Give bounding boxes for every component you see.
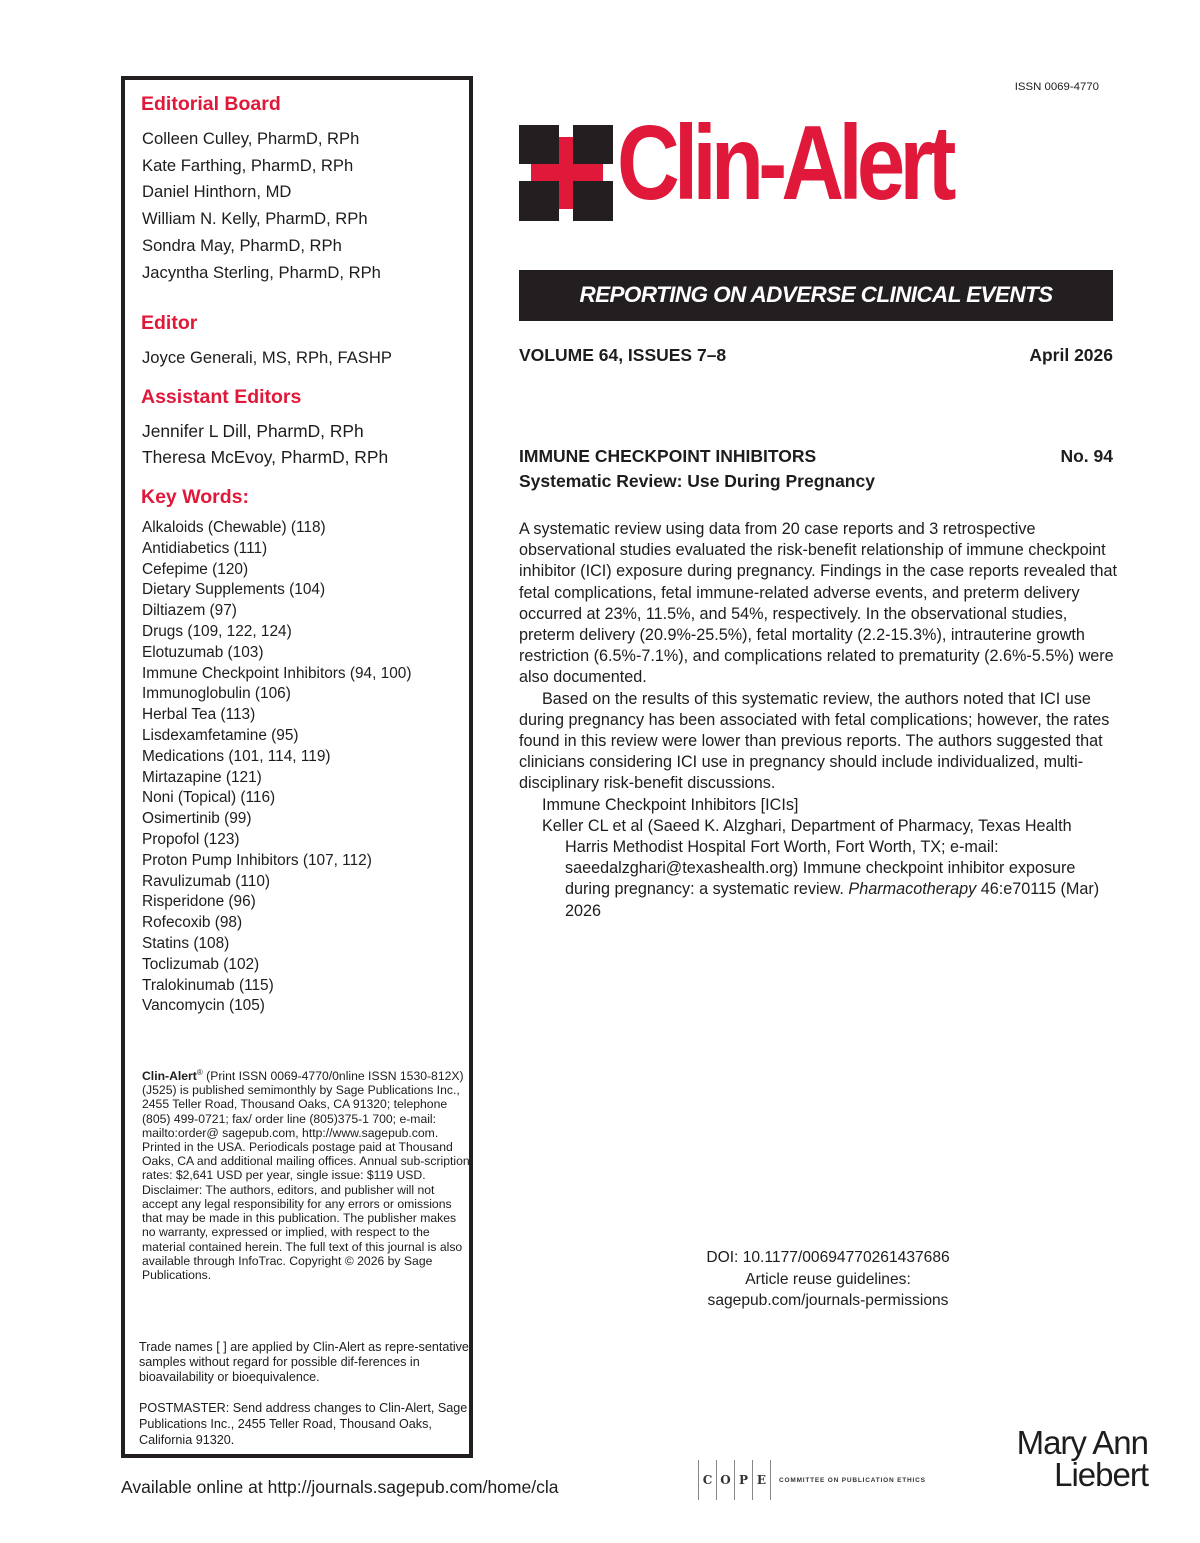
editor-name: Joyce Generali, MS, RPh, FASHP [142,348,392,367]
key-word-item: Alkaloids (Chewable) (118) [142,519,326,536]
key-word-item: Tralokinumab (115) [142,976,274,994]
key-word-item: Medications (101, 114, 119) [142,747,331,765]
publisher-notice [142,1066,472,1282]
article-body [519,519,1119,922]
cope-text: COMMITTEE ON PUBLICATION ETHICS [779,1476,926,1484]
available-online-text: Available online at http://journals.sagepub.com/home/cla [121,1477,559,1497]
citation-journal: Pharmacotherapy [848,880,977,899]
assistant-editors-heading: Assistant Editors [141,386,302,408]
key-word-item: Dietary Supplements (104) [142,581,326,599]
cope-letter: P [734,1460,752,1500]
key-word-item: Propofol (123) [142,830,240,848]
reuse-label: Article reuse guidelines: [745,1270,911,1288]
key-word-item: Statins (108) [142,934,230,952]
key-word-item: Ravulizumab (110) [142,872,271,890]
key-word-item: Rofecoxib (98) [142,914,243,932]
issue-date: April 2026 [1029,345,1113,365]
postmaster-notice: POSTMASTER: Send address changes to Clin-Alert, Sage Publications Inc., 2455 Teller Road, Thousand Oaks, California 91320. [139,1401,468,1448]
article-paragraph: A systematic review using data from 20 case reports and 3 retrospective observational studies evaluated the risk-benefit relationship of immune checkpoint inhibitor (ICI) exposure during pregnancy. Findings in the case reports revealed that fetal complications, fetal immune-related adverse events, and preterm delivery occurred at 23%, 11.5%, and 54%, respectively. In the observational studies, preterm delivery (20.9%-25.5%), fetal mortality (2.2-15.3%), intrauterine growth restriction (6.5%-7.1%), and complications related to prematurity (2.6%-5.5%) were also documented. [519,520,1118,687]
editorial-board-member: Daniel Hinthorn, MD [142,182,292,201]
editorial-board-member: Colleen Culley, PharmD, RPh [142,129,360,148]
clin-alert-logo [519,104,1089,226]
key-word-item: Noni (Topical) (116) [142,789,276,807]
masthead-sidebar [121,76,473,1458]
key-word-item: Cefepime (120) [142,560,249,578]
cope-logo [698,1460,926,1500]
assistant-editor-name: Theresa McEvoy, PharmD, RPh [142,447,389,467]
editorial-board-heading: Editorial Board [141,93,281,115]
reuse-link[interactable]: sagepub.com/journals-permissions [707,1292,949,1309]
key-word-item: Immunoglobulin (106) [142,685,291,703]
tagline-text: REPORTING ON ADVERSE CLINICAL EVENTS [579,282,1053,307]
publisher-logo-line2: Liebert [1054,1456,1148,1493]
key-word-item: Elotuzumab (103) [142,643,264,661]
citation-volume: 46:e70115 (Mar) 2026 [565,880,1100,920]
key-word-item: Immune Checkpoint Inhibitors (94, 100) [142,664,412,682]
editorial-board-member: William N. Kelly, PharmD, RPh [142,209,368,228]
editor-heading: Editor [141,312,198,334]
doi-text[interactable]: DOI: 10.1177/00694770261437686 [706,1249,950,1266]
editorial-board-member: Jacyntha Sterling, PharmD, RPh [142,263,381,282]
article-category: IMMUNE CHECKPOINT INHIBITORS [519,446,817,466]
key-word-item: Vancomycin (105) [142,997,265,1015]
key-words-heading: Key Words: [141,486,249,508]
citation-text: Keller CL et al (Saeed K. Alzghari, Department of Pharmacy, Texas Health Harris Methodist Hospital Fort Worth, Fort Worth, TX; e-mail: saeedalzghari@texashealth.org) Immune checkpoint inhibitor exposure during pregnancy: a systematic review. [542,816,1076,899]
key-word-item: Mirtazapine (121) [142,768,262,786]
key-word-item: Toclizumab (102) [142,955,260,973]
editorial-board-member: Kate Farthing, PharmD, RPh [142,156,354,175]
registered-mark: ® [196,1068,203,1077]
doi-block [600,1247,1056,1312]
issue-info-row [519,345,1113,366]
citation [519,816,1119,922]
key-word-item: Lisdexamfetamine (95) [142,726,299,744]
key-word-item: Diltiazem (97) [142,602,237,620]
cope-letter: E [752,1460,771,1500]
editorial-board-member: Sondra May, PharmD, RPh [142,236,342,255]
key-word-item: Osimertinib (99) [142,810,252,828]
key-word-item: Drugs (109, 122, 124) [142,622,292,640]
cope-letter: O [716,1460,734,1500]
cope-letter: C [698,1460,716,1500]
assistant-editor-name: Jennifer L Dill, PharmD, RPh [142,421,364,441]
tagline-banner [519,270,1113,321]
key-word-item: Proton Pump Inhibitors (107, 112) [142,851,372,869]
volume-issues: VOLUME 64, ISSUES 7–8 [519,345,727,365]
article-subtitle: Systematic Review: Use During Pregnancy [519,471,875,491]
article-title-row [519,446,1113,467]
publisher-notice-text: (Print ISSN 0069-4770/0nline ISSN 1530-812X)(J525) is published semimonthly by Sage Publications Inc., 2455 Teller Road, Thousand Oaks, CA 91320; telephone (805) 499-0721; fax/ order line (805)375-1 700; e-mail: mailto:order@ sagepub.com, http://www.sagepub.com. Printed in the USA. Periodicals postage paid at Thousand Oaks, CA and additional mailing offices. Annual sub-scription rates: $2,641 USD per year, single issue: $119 USD. Disclaimer: The authors, editors, and publisher will not accept any legal responsibility for any errors or omissions that may be made in this publication. The publisher makes no warranty, expressed or implied, with respect to the material contained herein. The full text of this journal is also available through InfoTrac. Copyright © 2026 by Sage Publications. [142,1069,470,1282]
drug-line: Immune Checkpoint Inhibitors [ICIs] [542,795,799,814]
logo-wordmark: Clin-Alert [617,104,951,222]
key-word-item: Risperidone (96) [142,893,256,911]
article-paragraph: Based on the results of this systematic review, the authors noted that ICI use during pregnancy has been associated with fetal complications; however, the rates found in this review were lower than previous reports. The authors suggested that clinicians considering ICI use in pregnancy should include individualized, multi-disciplinary risk-benefit discussions. [519,689,1110,793]
publisher-notice-brand: Clin-Alert [142,1069,197,1084]
issn: ISSN 0069-4770 [1014,81,1099,93]
key-word-item: Antidiabetics (111) [142,539,268,557]
medical-cross-icon [519,125,615,225]
key-words-list [142,518,411,1017]
article-number: No. 94 [1060,446,1113,466]
mary-ann-liebert-logo [1016,1424,1148,1493]
key-word-item: Herbal Tea (113) [142,706,256,724]
publisher-logo-line1: Mary Ann [1016,1424,1148,1461]
trade-names-notice: Trade names [ ] are applied by Clin-Alert as repre-sentative samples without regard for possible dif-ferences in bioavailability or bioequivalence. [139,1340,469,1385]
